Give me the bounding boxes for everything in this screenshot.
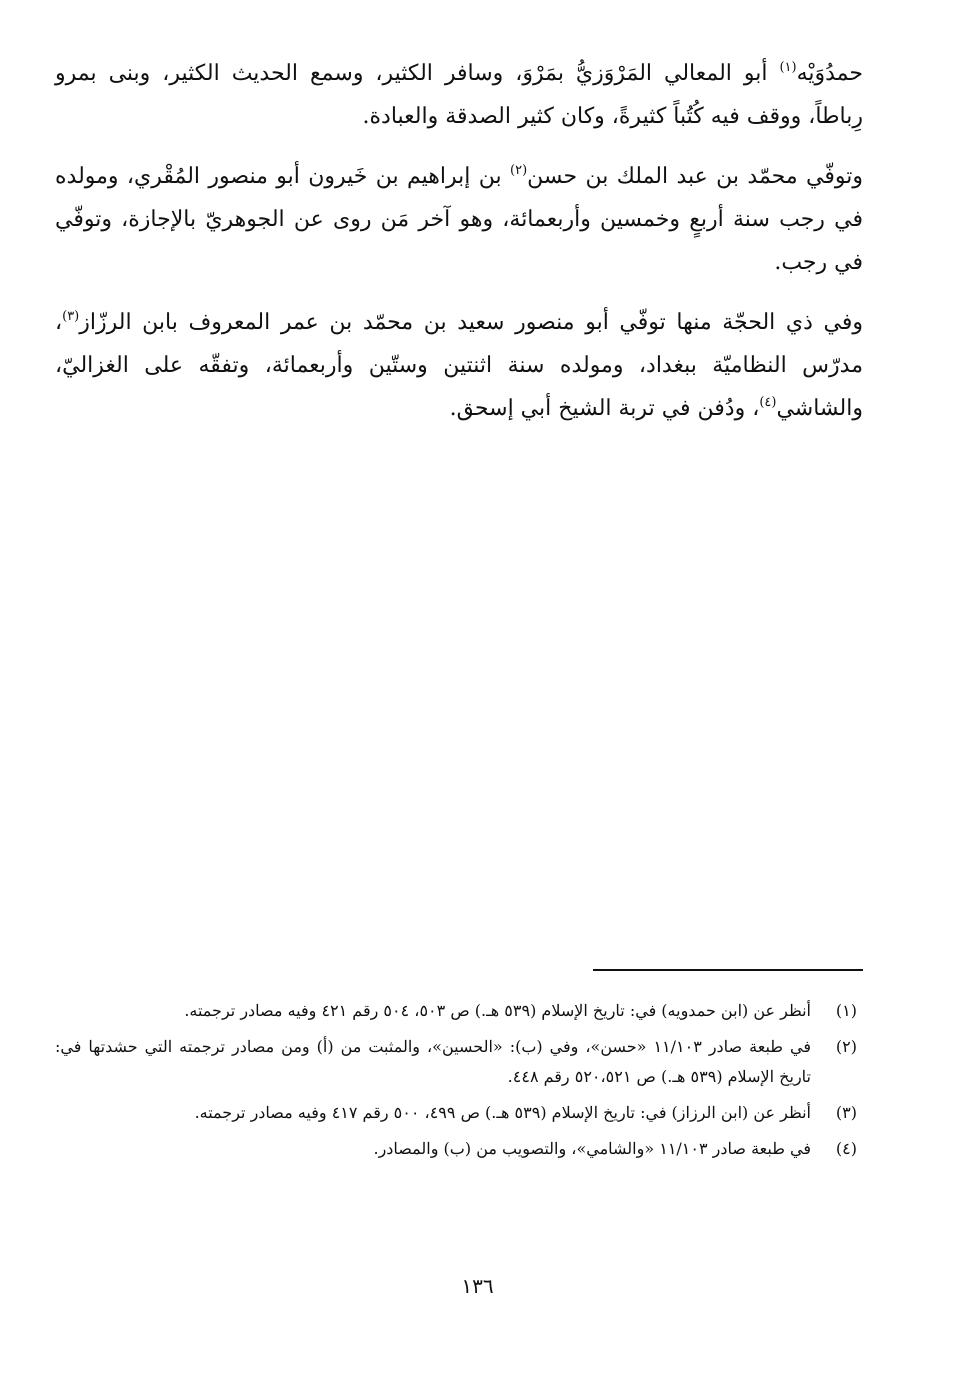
footnote-number: (٢) — [835, 1037, 857, 1056]
main-text — [55, 52, 863, 447]
footnote-1 — [55, 996, 863, 1026]
paragraph-text: حمدُوَيْه — [796, 61, 863, 86]
footnotes — [55, 996, 863, 1170]
footnote-marker-3: (٣) — [62, 309, 80, 324]
paragraph-text: ، ودُفن في تربة الشيخ أبي إسحق. — [449, 396, 760, 421]
footnote-text: أنظر عن (ابن حمدويه) في: تاريخ الإسلام (٥٣٩ هـ.) ص ٥٠٣، ٥٠٤ رقم ٤٢١ وفيه مصادر ترجمته. — [184, 1001, 811, 1020]
footnote-number: (٤) — [835, 1139, 857, 1158]
footnote-text: أنظر عن (ابن الرزاز) في: تاريخ الإسلام (٥٣٩ هـ.) ص ٤٩٩، ٥٠٠ رقم ٤١٧ وفيه مصادر ترجمته. — [194, 1103, 811, 1122]
page-number: ١٣٦ — [461, 1274, 494, 1298]
paragraph-text: أبو المعالي المَرْوَزيُّ بمَرْوَ، وسافر الكثير، وسمع الحديث الكثير، وبنى بمرو رِباطاً، ووقف فيه كُتُباً كثيرةً، وكان كثير الصدقة والعبادة. — [55, 61, 863, 129]
footnote-marker-1: (١) — [779, 60, 797, 75]
footnote-marker-2: (٢) — [510, 163, 528, 178]
paragraph-1 — [55, 52, 863, 138]
paragraph-3 — [55, 301, 863, 430]
paragraph-text: ، مدرّس النظاميّة ببغداد، ومولده سنة اثنتين وستّين وأربعمائة، وتفقّه على الغزاليّ، والشاشي — [55, 310, 863, 421]
footnote-separator — [593, 969, 863, 971]
footnote-3 — [55, 1098, 863, 1128]
footnote-text: في طبعة صادر ١١/١٠٣ «حسن»، وفي (ب): «الحسين»، والمثبت من (أ) ومن مصادر ترجمته التي حشدتها في: تاريخ الإسلام (٥٣٩ هـ.) ص ٥٢٠،٥٢١ رقم ٤٤٨. — [55, 1037, 811, 1086]
footnote-number: (١) — [835, 1001, 857, 1020]
footnote-marker-4: (٤) — [759, 395, 777, 410]
footnote-text: في طبعة صادر ١١/١٠٣ «والشامي»، والتصويب من (ب) والمصادر. — [373, 1139, 811, 1158]
footnote-number: (٣) — [835, 1103, 857, 1122]
paragraph-text: وفي ذي الحجّة منها توفّي أبو منصور سعيد بن محمّد بن عمر المعروف بابن الرزّاز — [79, 310, 863, 335]
paragraph-text: بن إبراهيم بن خَيرون أبو منصور المُقْري، ومولده في رجب سنة أربعٍ وخمسين وأربعمائة، وهو آخر مَن روى عن الجوهريّ بالإجازة، وتوفّي في رجب. — [55, 164, 863, 275]
footnote-2 — [55, 1032, 863, 1092]
paragraph-2 — [55, 155, 863, 284]
footnote-4 — [55, 1134, 863, 1164]
paragraph-text: وتوفّي محمّد بن عبد الملك بن حسن — [527, 164, 863, 189]
